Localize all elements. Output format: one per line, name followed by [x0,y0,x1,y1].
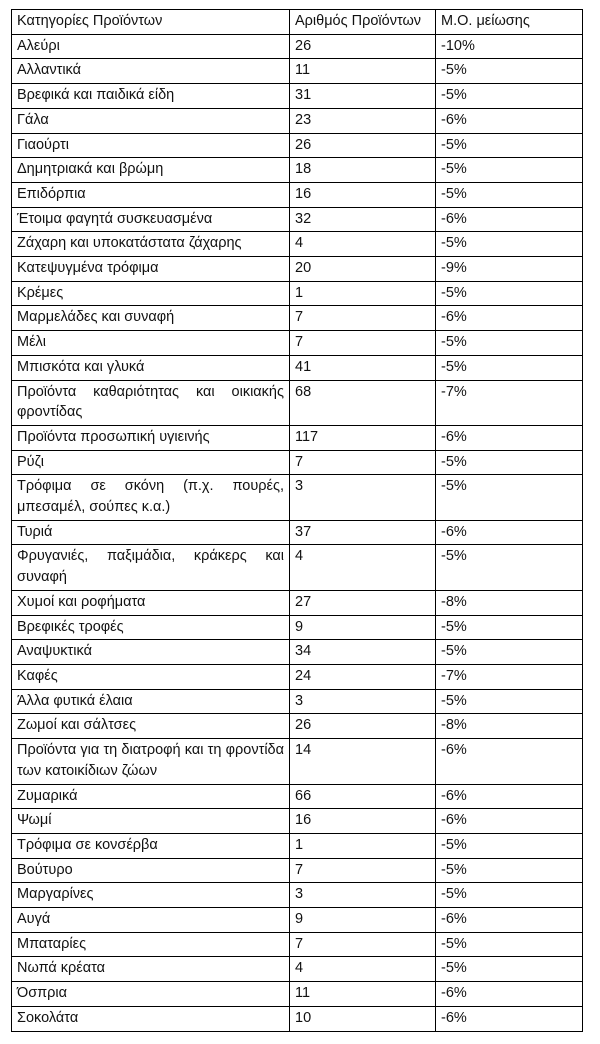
table-row [12,957,583,982]
product-count-cell: 31 [290,84,436,109]
product-count-cell: 16 [290,182,436,207]
table-row [12,545,583,590]
category-cell: Όσπρια [12,982,290,1007]
product-count-cell: 27 [290,590,436,615]
avg-reduction-cell: -5% [436,883,583,908]
category-cell: Σοκολάτα [12,1006,290,1031]
category-cell: Γάλα [12,108,290,133]
avg-reduction-cell: -6% [436,108,583,133]
table-row [12,133,583,158]
table-body [12,34,583,1031]
avg-reduction-cell: -6% [436,520,583,545]
product-count-cell: 9 [290,615,436,640]
category-cell: Αναψυκτικά [12,640,290,665]
table-header-row [12,10,583,35]
table-row [12,689,583,714]
product-count-cell: 7 [290,450,436,475]
category-cell: Έτοιμα φαγητά συσκευασμένα [12,207,290,232]
product-count-cell: 4 [290,545,436,590]
table-row [12,450,583,475]
product-count-cell: 10 [290,1006,436,1031]
avg-reduction-cell: -6% [436,982,583,1007]
product-count-cell: 11 [290,982,436,1007]
table-row [12,932,583,957]
table-row [12,833,583,858]
category-cell: Βρεφικά και παιδικά είδη [12,84,290,109]
table-row [12,306,583,331]
avg-reduction-cell: -5% [436,858,583,883]
category-cell: Δημητριακά και βρώμη [12,158,290,183]
category-cell: Μαργαρίνες [12,883,290,908]
category-cell: Τρόφιμα σε σκόνη (π.χ. πουρές, μπεσαμέλ, σούπες κ.α.) [12,475,290,520]
avg-reduction-cell: -5% [436,475,583,520]
table-row [12,355,583,380]
avg-reduction-cell: -5% [436,450,583,475]
category-cell: Κρέμες [12,281,290,306]
product-count-cell: 34 [290,640,436,665]
avg-reduction-cell: -5% [436,689,583,714]
avg-reduction-cell: -5% [436,640,583,665]
product-count-cell: 68 [290,380,436,425]
category-cell: Κατεψυγμένα τρόφιμα [12,257,290,282]
avg-reduction-cell: -8% [436,590,583,615]
category-cell: Ζάχαρη και υποκατάστατα ζάχαρης [12,232,290,257]
category-cell: Ζωμοί και σάλτσες [12,714,290,739]
category-cell: Φρυγανιές, παξιμάδια, κράκερς και συναφή [12,545,290,590]
table-row [12,883,583,908]
avg-reduction-cell: -7% [436,664,583,689]
product-count-cell: 16 [290,809,436,834]
avg-reduction-cell: -5% [436,133,583,158]
product-count-cell: 3 [290,475,436,520]
avg-reduction-cell: -5% [436,545,583,590]
table-row [12,380,583,425]
category-cell: Προϊόντα για τη διατροφή και τη φροντίδα των κατοικίδιων ζώων [12,739,290,784]
table-row [12,331,583,356]
category-cell: Χυμοί και ροφήματα [12,590,290,615]
category-cell: Γιαούρτι [12,133,290,158]
product-count-cell: 18 [290,158,436,183]
table-row [12,257,583,282]
avg-reduction-cell: -6% [436,425,583,450]
product-count-cell: 1 [290,833,436,858]
category-cell: Τρόφιμα σε κονσέρβα [12,833,290,858]
product-categories-table [11,9,583,1032]
category-cell: Βρεφικές τροφές [12,615,290,640]
avg-reduction-cell: -7% [436,380,583,425]
table-row [12,425,583,450]
category-cell: Ψωμί [12,809,290,834]
avg-reduction-cell: -5% [436,331,583,356]
avg-reduction-cell: -5% [436,957,583,982]
product-count-cell: 4 [290,232,436,257]
product-count-cell: 1 [290,281,436,306]
category-cell: Καφές [12,664,290,689]
table-row [12,232,583,257]
product-count-cell: 20 [290,257,436,282]
avg-reduction-cell: -6% [436,306,583,331]
header-product-count: Αριθμός Προϊόντων [290,10,436,35]
table-row [12,207,583,232]
product-count-cell: 4 [290,957,436,982]
header-avg-reduction: Μ.Ο. μείωσης [436,10,583,35]
table-row [12,520,583,545]
product-count-cell: 7 [290,932,436,957]
category-cell: Μπαταρίες [12,932,290,957]
product-count-cell: 11 [290,59,436,84]
category-cell: Προϊόντα προσωπική υγιεινής [12,425,290,450]
category-cell: Νωπά κρέατα [12,957,290,982]
category-cell: Προϊόντα καθαριότητας και οικιακής φροντίδας [12,380,290,425]
product-count-cell: 37 [290,520,436,545]
product-count-cell: 7 [290,858,436,883]
product-count-cell: 24 [290,664,436,689]
table-row [12,982,583,1007]
table-row [12,714,583,739]
product-count-cell: 117 [290,425,436,450]
avg-reduction-cell: -6% [436,739,583,784]
category-cell: Αυγά [12,908,290,933]
table-row [12,590,583,615]
product-count-cell: 32 [290,207,436,232]
table-row [12,784,583,809]
table-row [12,858,583,883]
avg-reduction-cell: -5% [436,932,583,957]
table-row [12,34,583,59]
avg-reduction-cell: -5% [436,84,583,109]
avg-reduction-cell: -9% [436,257,583,282]
category-cell: Ρύζι [12,450,290,475]
avg-reduction-cell: -8% [436,714,583,739]
table-row [12,809,583,834]
product-count-cell: 3 [290,883,436,908]
table-row [12,158,583,183]
product-count-cell: 41 [290,355,436,380]
avg-reduction-cell: -6% [436,908,583,933]
category-cell: Αλεύρι [12,34,290,59]
avg-reduction-cell: -5% [436,158,583,183]
avg-reduction-cell: -6% [436,207,583,232]
avg-reduction-cell: -5% [436,232,583,257]
avg-reduction-cell: -6% [436,1006,583,1031]
table-row [12,664,583,689]
avg-reduction-cell: -5% [436,355,583,380]
avg-reduction-cell: -5% [436,59,583,84]
table-row [12,640,583,665]
product-count-cell: 3 [290,689,436,714]
category-cell: Αλλαντικά [12,59,290,84]
avg-reduction-cell: -5% [436,281,583,306]
table-row [12,615,583,640]
category-cell: Μπισκότα και γλυκά [12,355,290,380]
table-row [12,908,583,933]
table-row [12,1006,583,1031]
table-row [12,59,583,84]
table-row [12,182,583,207]
product-count-cell: 7 [290,331,436,356]
product-count-cell: 26 [290,34,436,59]
category-cell: Μαρμελάδες και συναφή [12,306,290,331]
category-cell: Ζυμαρικά [12,784,290,809]
category-cell: Βούτυρο [12,858,290,883]
avg-reduction-cell: -5% [436,615,583,640]
header-category: Κατηγορίες Προϊόντων [12,10,290,35]
avg-reduction-cell: -5% [436,182,583,207]
avg-reduction-cell: -6% [436,784,583,809]
avg-reduction-cell: -10% [436,34,583,59]
avg-reduction-cell: -5% [436,833,583,858]
avg-reduction-cell: -6% [436,809,583,834]
product-count-cell: 26 [290,133,436,158]
product-count-cell: 66 [290,784,436,809]
category-cell: Τυριά [12,520,290,545]
table-row [12,475,583,520]
product-count-cell: 9 [290,908,436,933]
product-count-cell: 23 [290,108,436,133]
table-row [12,84,583,109]
product-count-cell: 14 [290,739,436,784]
category-cell: Επιδόρπια [12,182,290,207]
category-cell: Μέλι [12,331,290,356]
table-row [12,739,583,784]
table-row [12,108,583,133]
product-count-cell: 7 [290,306,436,331]
category-cell: Άλλα φυτικά έλαια [12,689,290,714]
table-row [12,281,583,306]
product-count-cell: 26 [290,714,436,739]
